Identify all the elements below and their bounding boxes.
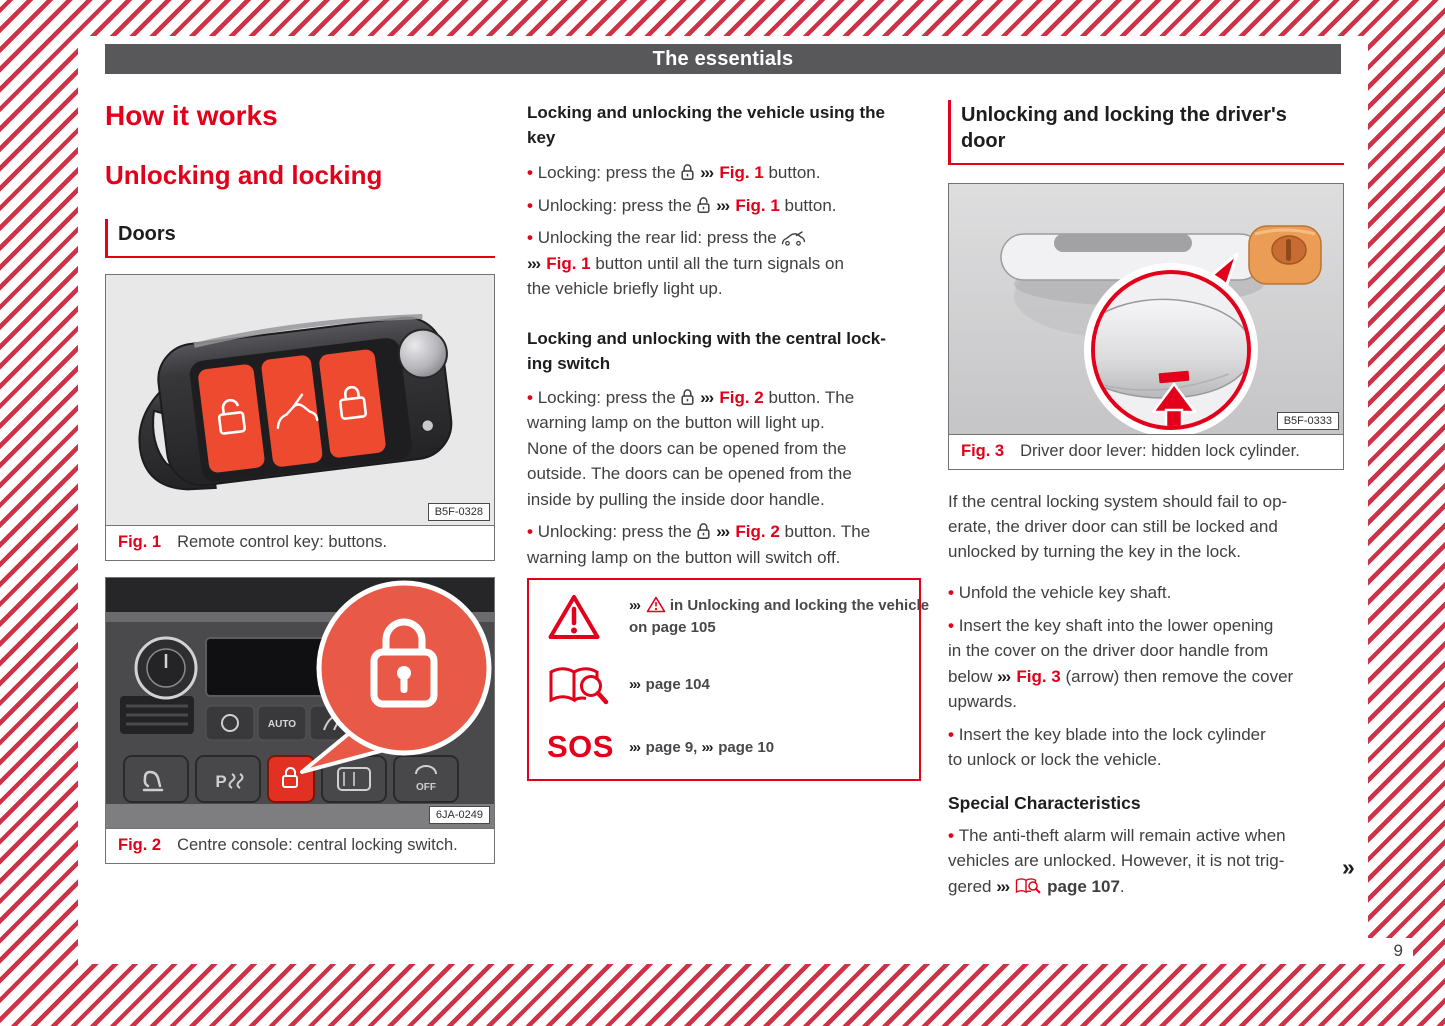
centre-console-illustration — [106, 578, 494, 828]
book-search-small-icon — [1015, 877, 1047, 896]
bullet-key-locking: • Locking: press the ››› Fig. 1 button. — [527, 160, 927, 186]
bullet-unfold-key: • Unfold the vehicle key shaft. — [948, 580, 1344, 606]
remote-key-illustration — [106, 275, 494, 525]
bullet-insert-shaft: • Insert the key shaft into the lower opening in the cover on the driver door handle from below ››› Fig. 3 (arrow) then remove the cover upwards. — [948, 613, 1344, 715]
figure-3-ref: Fig. 3 — [961, 442, 1005, 460]
figure-2-image-code: 6JA-0249 — [429, 806, 490, 824]
bullet-switch-locking: • Locking: press the ››› Fig. 2 button. The warning lamp on the button will light up. None of the doors can be opened from the outside. The doors can be opened from the inside by pulling the inside door handle. — [527, 385, 927, 513]
figure-3-image — [949, 184, 1343, 434]
figure-2 — [105, 577, 495, 864]
handle-lock-cap — [1249, 226, 1321, 284]
warning-triangle-icon — [543, 593, 629, 646]
page-content — [78, 36, 1368, 964]
figure-2-ref: Fig. 2 — [118, 836, 162, 854]
continuation-marker: » — [1342, 854, 1355, 880]
bullet-switch-unlocking: • Unlocking: press the ››› Fig. 2 button. The warning lamp on the button will switch off. — [527, 519, 927, 570]
svg-text:P: P — [215, 772, 227, 791]
book-search-icon — [543, 664, 629, 713]
lock-open-icon — [696, 196, 716, 215]
reference-box — [527, 578, 930, 781]
figure-2-image — [106, 578, 494, 828]
figure-1-image-code: B5F-0328 — [428, 503, 490, 521]
page-number: 9 — [1366, 938, 1413, 964]
figure-1 — [105, 274, 495, 561]
figure-2-caption: Fig. 2 Centre console: central locking switch. — [106, 828, 494, 863]
svg-text:OFF: OFF — [416, 782, 436, 793]
warning-triangle-small-icon — [646, 597, 670, 614]
car-boot-icon — [781, 228, 805, 247]
bullet-anti-theft: • The anti-theft alarm will remain active when vehicles are unlocked. However, it is not trig- gered ››› page 107. — [948, 823, 1344, 900]
chapter-title: How it works — [105, 100, 278, 131]
page-header-title: The essentials — [652, 48, 794, 70]
figure-3 — [948, 183, 1344, 470]
sos-label: SOS — [547, 729, 614, 764]
figure-1-image — [106, 275, 494, 525]
topic-heading-driver-door: Unlocking and locking the driver's door — [948, 100, 1344, 165]
lock-closed-icon — [680, 388, 700, 407]
bullet-key-rear-lid: • Unlocking the rear lid: press the ››› Fig. 1 button until all the turn signals on the vehicle briefly light up. — [527, 225, 927, 302]
page-header — [105, 44, 1341, 74]
figure-3-caption: Fig. 3 Driver door lever: hidden lock cylinder. — [949, 434, 1343, 469]
lock-closed-icon — [680, 163, 700, 182]
reference-row-warning: ››› in Unlocking and locking the vehicle on page 105 — [543, 593, 907, 646]
right-column — [948, 96, 1344, 899]
reference-row-manual: ››› page 104 — [543, 664, 907, 713]
topic-heading-doors: Doors — [105, 219, 495, 258]
bullet-insert-blade: • Insert the key blade into the lock cylinder to unlock or lock the vehicle. — [948, 722, 1344, 773]
figure-1-caption: Fig. 1 Remote control key: buttons. — [106, 525, 494, 560]
console-button-row — [124, 756, 458, 802]
reference-row-sos: SOS ››› page 9, ››› page 10 — [543, 731, 907, 763]
key-led — [421, 419, 434, 432]
fallback-paragraph: If the central locking system should fail to op- erate, the driver door can still be locked and unlocked by turning the key in the lock. — [948, 492, 1288, 561]
figure-1-ref: Fig. 1 — [118, 533, 162, 551]
central-locking-switch — [268, 756, 314, 802]
subheading-special-characteristics: Special Characteristics — [948, 792, 1141, 813]
left-column — [105, 96, 495, 864]
heading-switch-locking: Locking and unlocking with the central lock- ing switch — [527, 328, 886, 373]
svg-text:AUTO: AUTO — [267, 719, 297, 730]
heading-key-locking: Locking and unlocking the vehicle using the key — [527, 103, 885, 147]
lock-closed-icon — [696, 522, 716, 541]
door-handle-illustration — [949, 184, 1343, 434]
figure-3-image-code: B5F-0333 — [1277, 412, 1339, 430]
bullet-key-unlocking: • Unlocking: press the ››› Fig. 1 button. — [527, 193, 927, 219]
section-title: Unlocking and locking — [105, 160, 383, 190]
middle-column — [527, 96, 930, 781]
